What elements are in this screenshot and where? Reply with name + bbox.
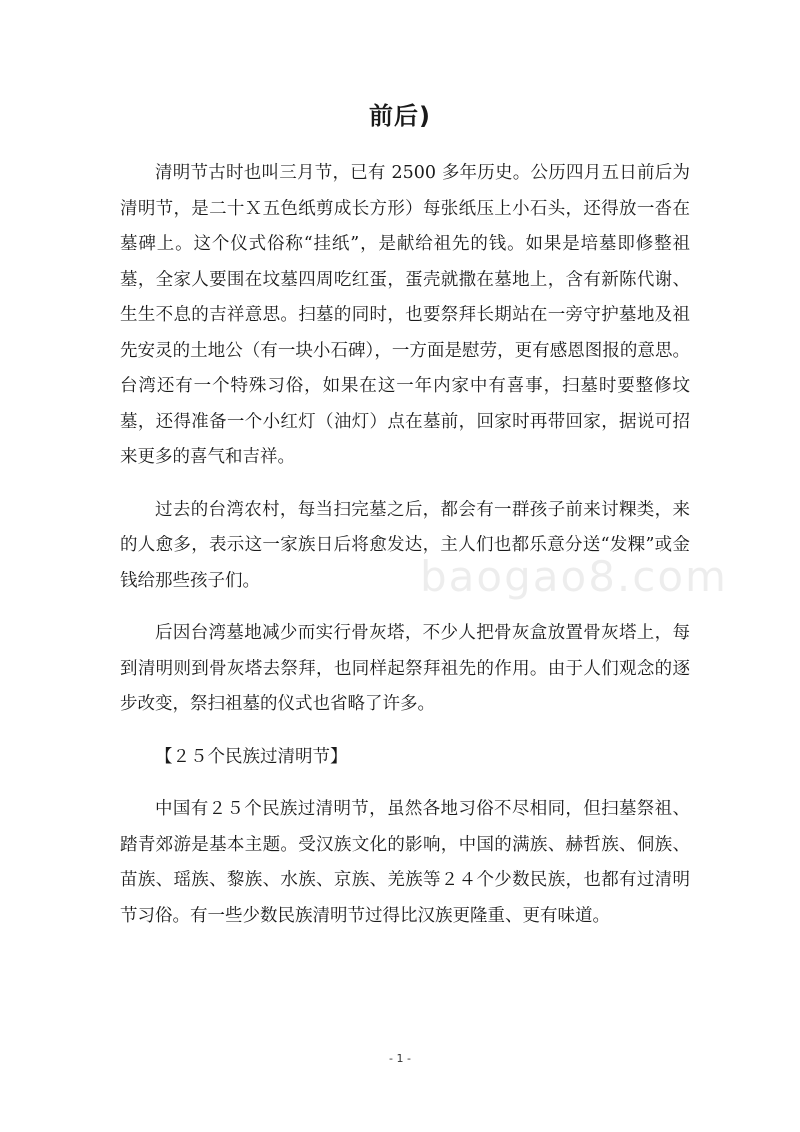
paragraph-qingming-taiwan: 清明节古时也叫三月节，已有 2500 多年历史。公历四月五日前后为清明节，是二十Ｘ五色纸剪成长方形）每张纸压上小石头，还得放一沓在墓碑上。这个仪式俗称“挂纸”，是献给祖先的钱。如果是培墓即修整祖墓，全家人要围在坟墓四周吃红蛋，蛋壳就撒在墓地上，含有新陈代谢、生生不息的吉祥意思。扫墓的同时，也要祭拜长期站在一旁守护墓地及祖先安灵的土地公（有一块小石碑），一方面是慰劳，更有感恩图报的意思。台湾还有一个特殊习俗，如果在这一年内家中有喜事，扫墓时要整修坟墓，还得准备一个小红灯（油灯）点在墓前，回家时再带回家，据说可招来更多的喜气和吉祥。 <box>120 163 690 467</box>
paragraph-ash-tower: 后因台湾墓地减少而实行骨灰塔，不少人把骨灰盒放置骨灰塔上，每到清明则到骨灰塔去祭拜，也同样起祭拜祖先的作用。由于人们观念的逐步改变，祭扫祖墓的仪式也省略了许多。 <box>120 623 690 714</box>
paragraph-ethnic-groups: 中国有２５个民族过清明节，虽然各地习俗不尽相同，但扫墓祭祖、踏青郊游是基本主题。受汉族文化的影响，中国的满族、赫哲族、侗族、苗族、瑶族、黎族、水族、京族、羌族等２４个少数民族，也都有过清明节习俗。有一些少数民族清明节过得比汉族更隆重、更有味道。 <box>120 799 690 926</box>
page-number: - 1 - <box>389 1052 411 1065</box>
page-title: 前后) <box>369 102 431 130</box>
section-heading: 【２５个民族过清明节】 <box>155 746 348 767</box>
paragraph-rural-custom: 过去的台湾农村，每当扫完墓之后，都会有一群孩子前来讨粿类，来的人愈多，表示这一家族日后将愈发达，主人们也都乐意分送“发粿”或金钱给那些孩子们。 <box>120 499 690 591</box>
watermark: baogao8.com <box>420 552 728 601</box>
